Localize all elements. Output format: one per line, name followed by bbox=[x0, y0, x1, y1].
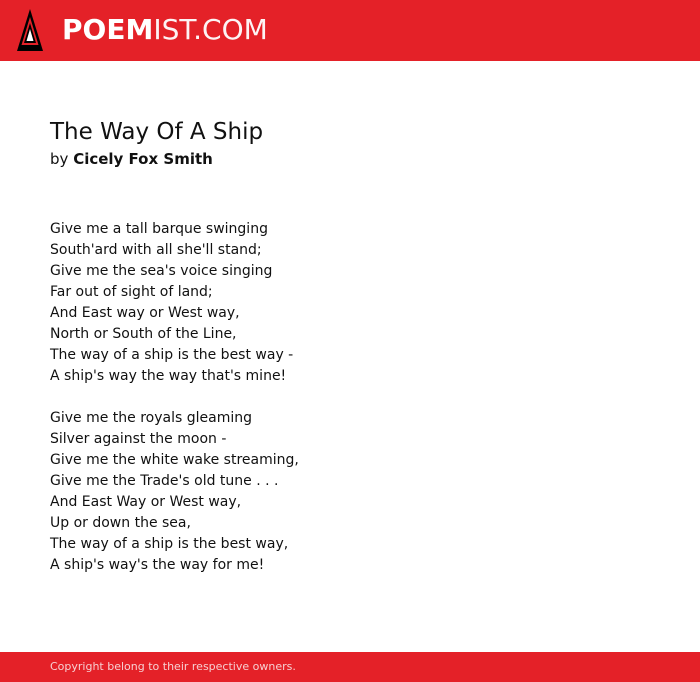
poem-line: A ship's way the way that's mine! bbox=[50, 368, 287, 384]
poem-line: Up or down the sea, bbox=[50, 515, 191, 531]
poem-line: Give me the Trade's old tune . . . bbox=[50, 473, 279, 489]
site-logo-text bbox=[62, 13, 268, 47]
poem-line: Give me a tall barque swinging bbox=[50, 221, 268, 237]
poem-line: North or South of the Line, bbox=[50, 326, 237, 342]
by-label: by bbox=[50, 150, 69, 168]
logo-bold-part: POEM bbox=[62, 13, 154, 46]
poem-title: The Way Of A Ship bbox=[50, 119, 264, 145]
site-header bbox=[0, 0, 700, 61]
stanza bbox=[50, 408, 650, 576]
poem-line: Far out of sight of land; bbox=[50, 284, 213, 300]
poem-line: The way of a ship is the best way, bbox=[50, 536, 289, 552]
poem-content bbox=[50, 116, 650, 597]
poem-line: Give me the royals gleaming bbox=[50, 410, 252, 426]
logo-light-part: IST.COM bbox=[153, 13, 268, 46]
author-name[interactable]: Cicely Fox Smith bbox=[73, 150, 213, 168]
poem-line: Silver against the moon - bbox=[50, 431, 227, 447]
poem-line: The way of a ship is the best way - bbox=[50, 347, 294, 363]
site-footer bbox=[0, 652, 700, 682]
copyright-text: Copyright belong to their respective owners. bbox=[50, 660, 296, 673]
poem-line: Give me the white wake streaming, bbox=[50, 452, 299, 468]
stanza bbox=[50, 219, 650, 387]
poem-line: Give me the sea's voice singing bbox=[50, 263, 273, 279]
poem-line: And East way or West way, bbox=[50, 305, 240, 321]
poem-body bbox=[50, 219, 650, 576]
poem-line: A ship's way's the way for me! bbox=[50, 557, 265, 573]
poem-line: South'ard with all she'll stand; bbox=[50, 242, 262, 258]
poem-line: And East Way or West way, bbox=[50, 494, 242, 510]
byline bbox=[50, 148, 650, 170]
pen-nib-icon bbox=[17, 9, 43, 51]
